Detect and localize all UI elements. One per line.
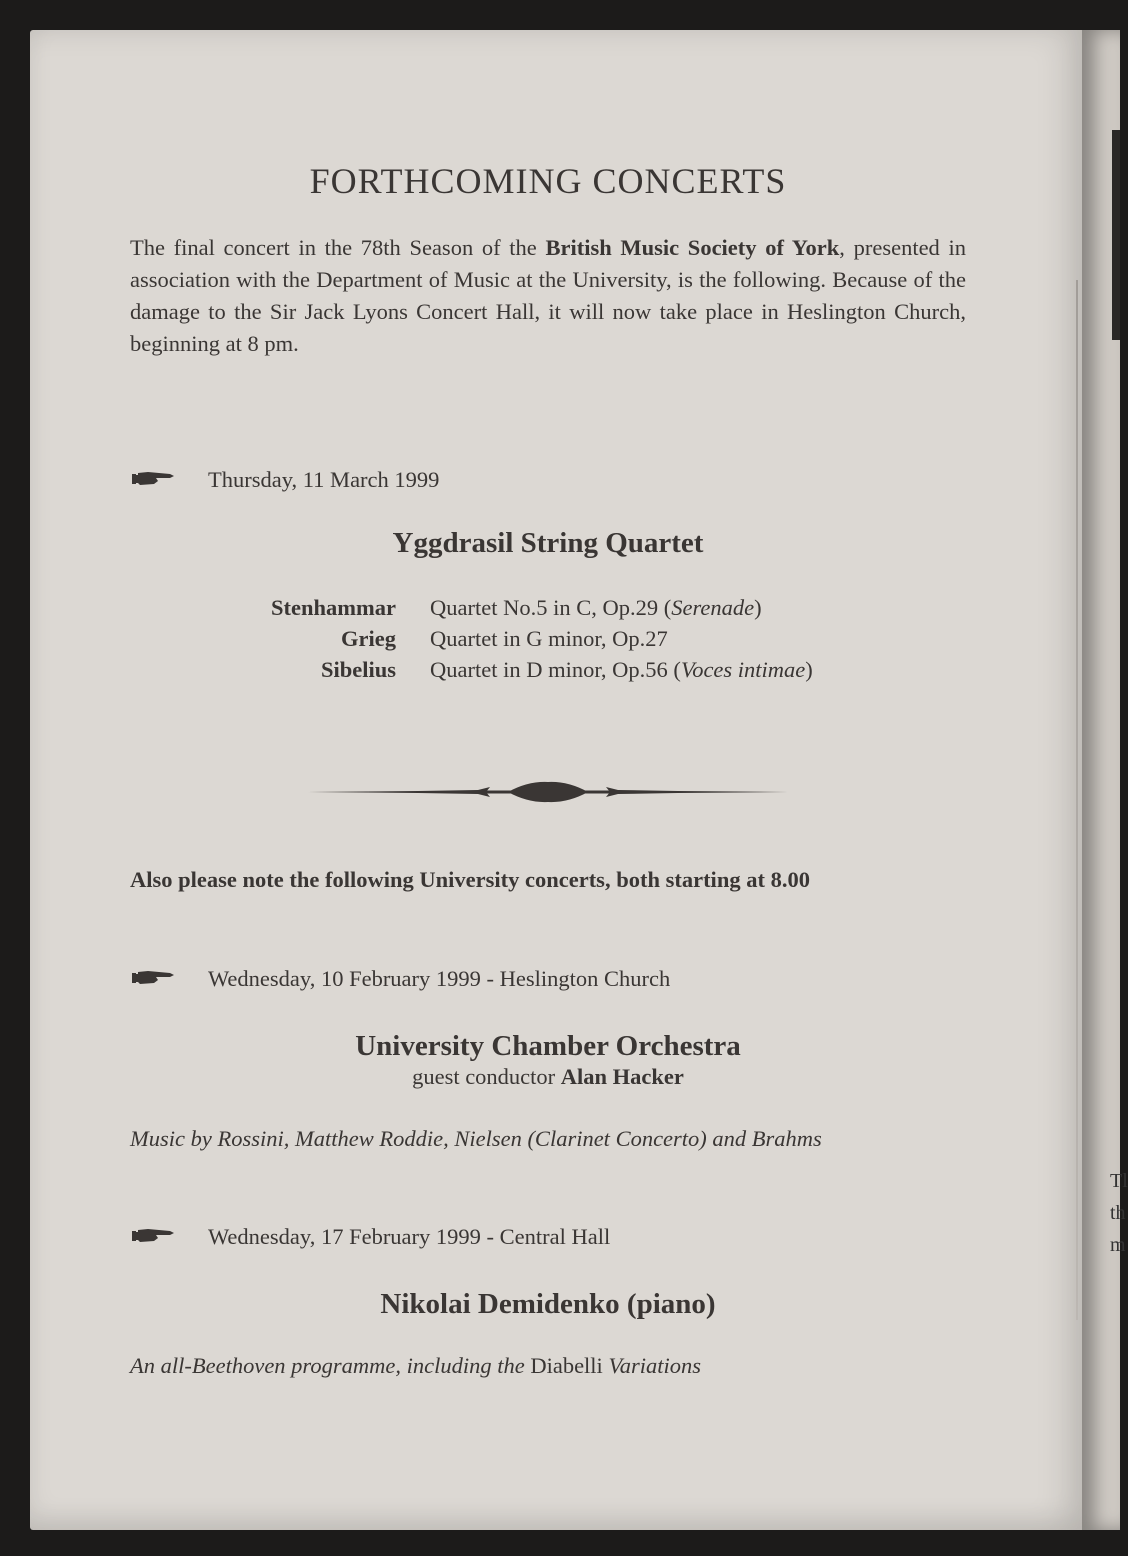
concert2-music: Music by Rossini, Matthew Roddie, Nielsen (Clarinet Concerto) and Brahms xyxy=(130,1126,822,1151)
intro-text-continued: , presented in association with the Department of Music at the University, is the following. Because of the damage to the Sir Jack Lyons Concert Hall, it will now take place in Heslington Church, beginning at 8 pm. xyxy=(130,235,966,356)
conductor-label: guest conductor xyxy=(412,1064,561,1089)
composer-name: Stenhammar xyxy=(271,595,396,620)
concert1-program xyxy=(200,592,920,685)
concert2-performer: University Chamber Orchestra xyxy=(355,1030,741,1062)
work-title xyxy=(430,623,920,654)
work-text-end: ) xyxy=(805,657,813,682)
conductor-name: Alan Hacker xyxy=(560,1064,684,1089)
work-title xyxy=(430,654,920,685)
program-row xyxy=(200,592,920,623)
concert1-date-line xyxy=(130,467,439,493)
concert2-date-line xyxy=(130,966,670,992)
concert3-date: Wednesday, 17 February 1999 - Central Hall xyxy=(208,1224,611,1249)
composer-name: Grieg xyxy=(341,626,396,651)
music-work-name: Diabelli xyxy=(530,1353,603,1378)
composer-name: Sibelius xyxy=(320,657,396,682)
also-note: Also please note the following University concerts, both starting at 8.00 xyxy=(130,867,810,892)
work-text: Quartet in G minor, Op.27 xyxy=(430,626,668,651)
concert3-performer: Nikolai Demidenko (piano) xyxy=(380,1288,716,1320)
music-text: An all-Beethoven programme, including the xyxy=(130,1353,531,1378)
concert2-date: Wednesday, 10 February 1999 - Heslington Church xyxy=(208,966,671,991)
concert3-date-line xyxy=(130,1224,610,1250)
intro-paragraph xyxy=(130,232,966,360)
society-name: British Music Society of York xyxy=(545,235,840,260)
pointing-hand-icon xyxy=(130,968,176,990)
page-fold xyxy=(1076,280,1078,1320)
program-row xyxy=(200,623,920,654)
intro-text: The final concert in the 78th Season of the xyxy=(130,235,546,260)
next-page-fragment: m xyxy=(1110,1234,1126,1256)
work-title xyxy=(430,592,920,623)
pointing-hand-icon xyxy=(130,469,176,491)
next-page-dark-block xyxy=(1112,130,1120,340)
work-subtitle: Serenade xyxy=(671,595,755,620)
work-text: Quartet No.5 in C, Op.29 ( xyxy=(430,595,672,620)
concert1-date: Thursday, 11 March 1999 xyxy=(208,467,440,492)
concert1-performer: Yggdrasil String Quartet xyxy=(392,527,704,559)
next-page-fragment: Tl xyxy=(1110,1170,1128,1192)
page-title: FORTHCOMING CONCERTS xyxy=(309,161,787,201)
concert2-conductor xyxy=(0,1064,1096,1090)
program-row xyxy=(200,654,920,685)
concert3-music xyxy=(130,1353,701,1379)
ornament-divider xyxy=(308,775,788,809)
music-text-end: Variations xyxy=(602,1353,701,1378)
work-subtitle: Voces intimae xyxy=(680,657,806,682)
work-text-end: ) xyxy=(754,595,762,620)
pointing-hand-icon xyxy=(130,1226,176,1248)
work-text: Quartet in D minor, Op.56 ( xyxy=(430,657,681,682)
next-page-fragment: th xyxy=(1110,1202,1126,1224)
